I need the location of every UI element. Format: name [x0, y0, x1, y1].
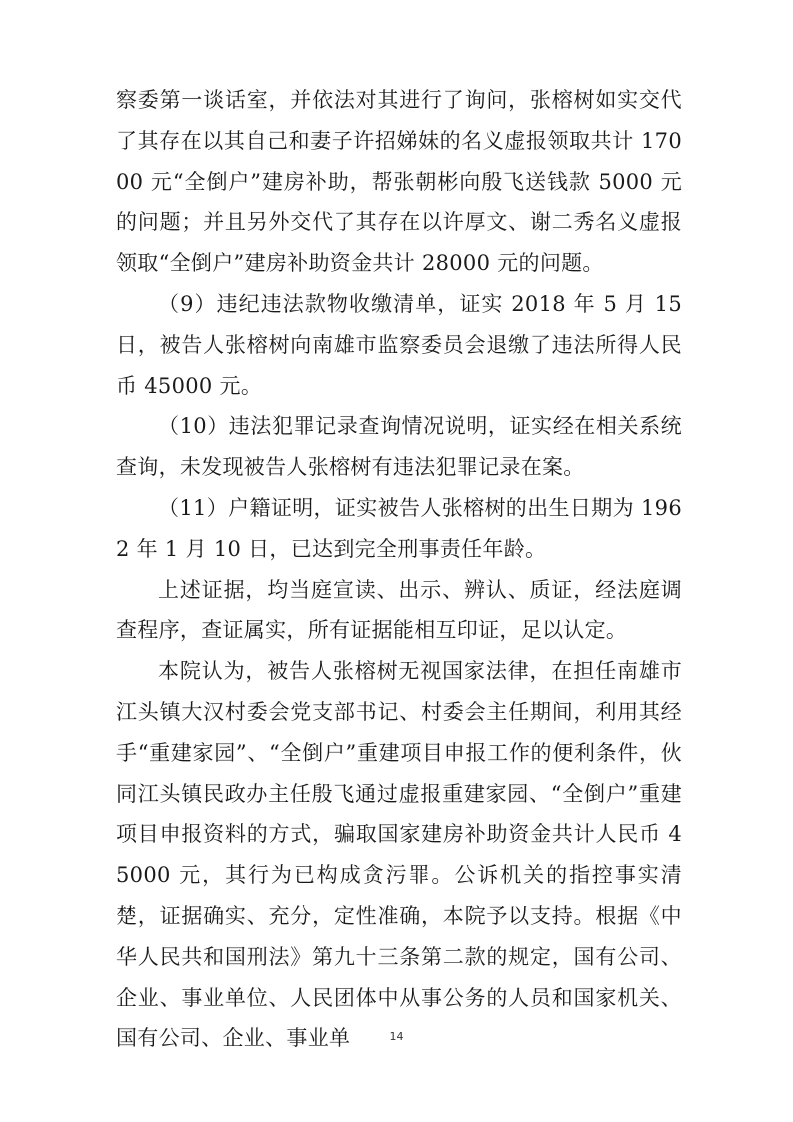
- document-body: [116, 80, 682, 1059]
- body-paragraph-evidence-11: （11）户籍证明，证实被告人张榕树的出生日期为 1962 年 1 月 10 日，已达到完全刑事责任年龄。: [116, 495, 682, 561]
- body-paragraph-evidence-10: （10）违法犯罪记录查询情况说明，证实经在相关系统查询，未发现被告人张榕树有违法犯罪记录在案。: [116, 414, 682, 480]
- page-number: 14: [389, 1030, 404, 1043]
- body-paragraph-court-opinion: 本院认为，被告人张榕树无视国家法律，在担任南雄市江头镇大汉村委会党支部书记、村委会主任期间，利用其经手“重建家园”、“全倒户”重建项目申报工作的便利条件，伙同江头镇民政办主任殷飞通过虚报重建家园、“全倒户”重建项目申报资料的方式，骗取国家建房补助资金共计人民币 45000 元，其行为已构成贪污罪。公诉机关的指控事实清楚，证据确实、充分，定性准确，本院予以支持。根据《中华人民共和国刑法》第九十三条第二款的规定，国有公司、企业、事业单位、人民团体中从事公务的人员和国家机关、国有公司、企业、事业单: [116, 659, 682, 1051]
- body-paragraph-evidence-summary: 上述证据，均当庭宣读、出示、辨认、质证，经法庭调查程序，查证属实，所有证据能相互印证，足以认定。: [116, 577, 682, 643]
- body-paragraph-evidence-9: （9）违纪违法款物收缴清单，证实 2018 年 5 月 15 日，被告人张榕树向南雄市监察委员会退缴了违法所得人民币 45000 元。: [116, 291, 682, 398]
- body-paragraph-continuation: 察委第一谈话室，并依法对其进行了询问，张榕树如实交代了其存在以其自己和妻子许招娣妹的名义虚报领取共计 17000 元“全倒户”建房补助，帮张朝彬向殷飞送钱款 5000 元的问题；并且另外交代了其存在以许厚文、谢二秀名义虚报领取“全倒户”建房补助资金共计 28000 元的问题。: [116, 88, 682, 276]
